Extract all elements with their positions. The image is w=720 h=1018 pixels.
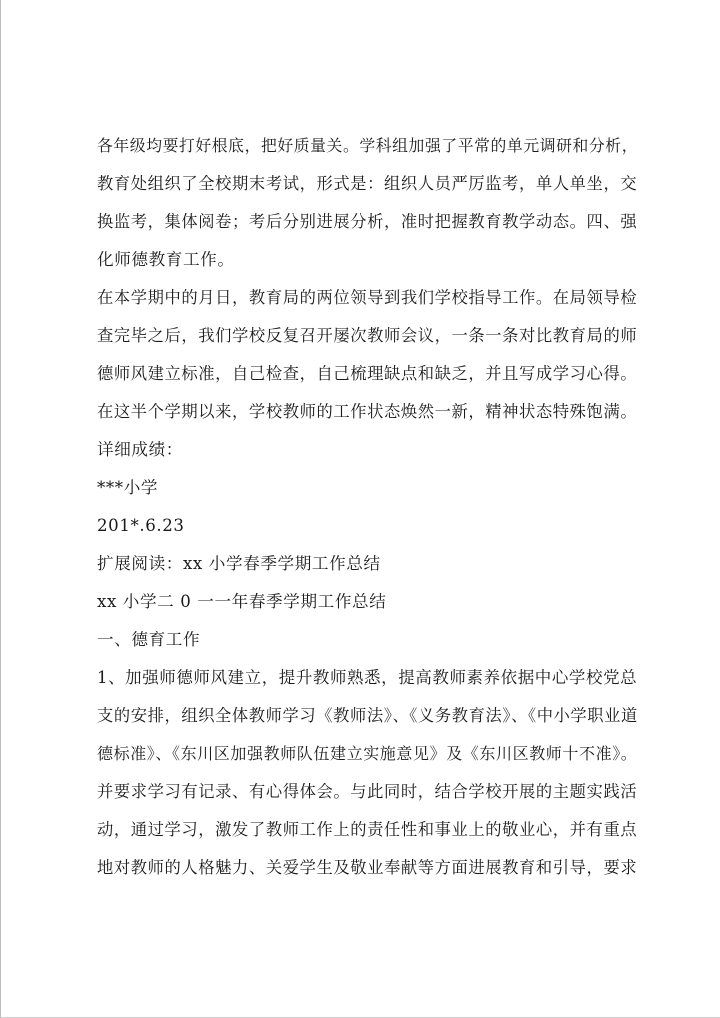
text-line: 查完毕之后，我们学校反复召开屡次教师会议，一条一条对比教育局的师 xyxy=(97,326,638,345)
text-line: 动，通过学习，激发了教师工作上的责任性和事业上的敬业心，并有重点 xyxy=(97,820,638,839)
text-line: 详细成绩： xyxy=(97,440,183,459)
text-line: 教育处组织了全校期末考试，形式是：组织人员严厉监考，单人单坐，交 xyxy=(97,174,638,193)
text-line: 各年级均要打好根底，把好质量关。学科组加强了平常的单元调研和分析， xyxy=(97,136,639,155)
section-heading: 一、德育工作 xyxy=(97,630,201,649)
signature-date: 201*.6.23 xyxy=(97,516,185,535)
text-line: 1、加强师德师风建立，提升教师熟悉，提高教师素养依据中心学校党总 xyxy=(97,668,638,687)
text-line: 并要求学习有记录、有心得体会。与此同时，结合学校开展的主题实践活 xyxy=(97,782,638,801)
text-line: 支的安排，组织全体教师学习《教师法》、《义务教育法》、《中小学职业道 xyxy=(97,706,638,725)
text-line: 德师风建立标准，自己检查，自己梳理缺点和缺乏，并且写成学习心得。 xyxy=(97,364,638,383)
section-title: xx 小学二 0 一一年春季学期工作总结 xyxy=(97,592,387,611)
text-line: 换监考，集体阅卷；考后分别进展分析，准时把握教育教学动态。四、强 xyxy=(97,212,638,231)
extended-reading-title: 扩展阅读：xx 小学春季学期工作总结 xyxy=(97,554,381,573)
text-line: 在本学期中的月日，教育局的两位领导到我们学校指导工作。在局领导检 xyxy=(97,288,638,307)
text-line: 在这半个学期以来，学校教师的工作状态焕然一新，精神状态特殊饱满。 xyxy=(97,402,638,421)
text-line: 德标准》、《东川区加强教师队伍建立实施意见》及《东川区教师十不准》。 xyxy=(97,744,638,763)
text-line: 化师德教育工作。 xyxy=(97,250,235,269)
signature-school: ***小学 xyxy=(97,478,159,497)
text-line: 地对教师的人格魅力、关爱学生及敬业奉献等方面进展教育和引导，要求 xyxy=(97,858,638,877)
